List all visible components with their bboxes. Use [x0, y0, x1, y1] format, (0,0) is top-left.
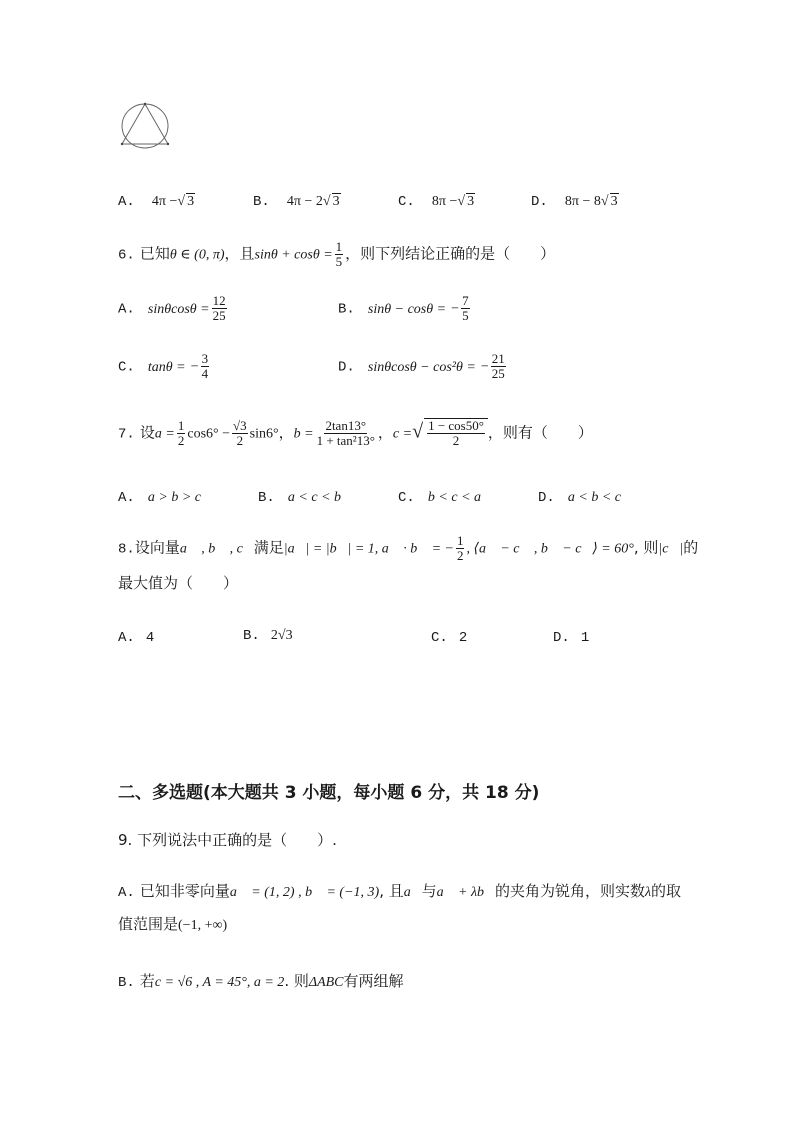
q9-option-a: A. 已知非零向量a⃗ = (1, 2) , b⃗ = (−1, 3), 且a⃗与a⃗ + λb⃗的夹角为锐角，则实数λ的取 [118, 882, 682, 901]
q8-option-a: A. 4 [118, 630, 155, 646]
q5-option-c: C. 8π −√ 3 [398, 194, 475, 210]
q8-stem-line2: 最大值为（ ） [118, 574, 239, 592]
q7-option-c: C. b < c < a [398, 490, 482, 506]
q6-option-b: B. sinθ − cosθ = − $\frac{7}{5}$ [338, 293, 469, 323]
triangle-in-circle-figure [116, 100, 174, 152]
q9-option-a-line2: 值范围是(−1, +∞) [118, 915, 228, 933]
q7-option-d: D. a < b < c [538, 490, 622, 506]
q6-option-a: A. sinθcosθ = $\frac{12}{25}$ [118, 293, 226, 323]
q7-option-b: B. a < c < b [258, 490, 342, 506]
q6-option-c: C. tanθ = − $\frac{3}{4}$ [118, 351, 209, 381]
q8-option-b: B. 2√3 [243, 628, 293, 644]
q7-stem: 7. 设a = $\frac{1}{2}$ cos6° − $\frac{√3}{2}$ sin6°，b = $\frac{2\tan 13^\circ}{\text{1 + tan²13°}}$ ，c =√ $\frac{1 - \cos 50^\circ}{2}$ ，则有（ ） [118, 418, 593, 448]
q6-option-d: D. sinθcosθ − cos²θ = − $\frac{21}{25}$ [338, 351, 505, 381]
q8-option-d: D. 1 [553, 630, 590, 646]
q8-option-c: C. 2 [431, 630, 468, 646]
q7-option-a: A. a > b > c [118, 490, 202, 506]
q8-stem: 8.设向量a⃗ , b⃗ , c⃗满足|a⃗| = |b⃗| = 1, a⃗ · b⃗ = − $\frac{1}{2}$ , ⟨a⃗ − c⃗ , b⃗ − c⃗⟩ = 60°, 则|c⃗|的 [118, 533, 699, 563]
q5-option-b: B. 4π − 2√ 3 [253, 194, 340, 210]
q9-option-b: B. 若c = √6 , A = 45°, a = 2. 则ΔABC有两组解 [118, 972, 404, 991]
q5-option-a: A. 4π −√ 3 [118, 194, 195, 210]
section-heading: 二、多选题(本大题共 3 小题，每小题 6 分，共 18 分) [118, 783, 540, 803]
q9-stem: 9. 下列说法中正确的是（ ）. [118, 831, 337, 849]
q5-option-d: D. 8π − 8√ 3 [531, 194, 618, 210]
q6-stem: 6. 已知θ ∈ (0, π)，且sinθ + cosθ = $\frac{1}{5}$ ，则下列结论正确的是（ ） [118, 239, 556, 269]
